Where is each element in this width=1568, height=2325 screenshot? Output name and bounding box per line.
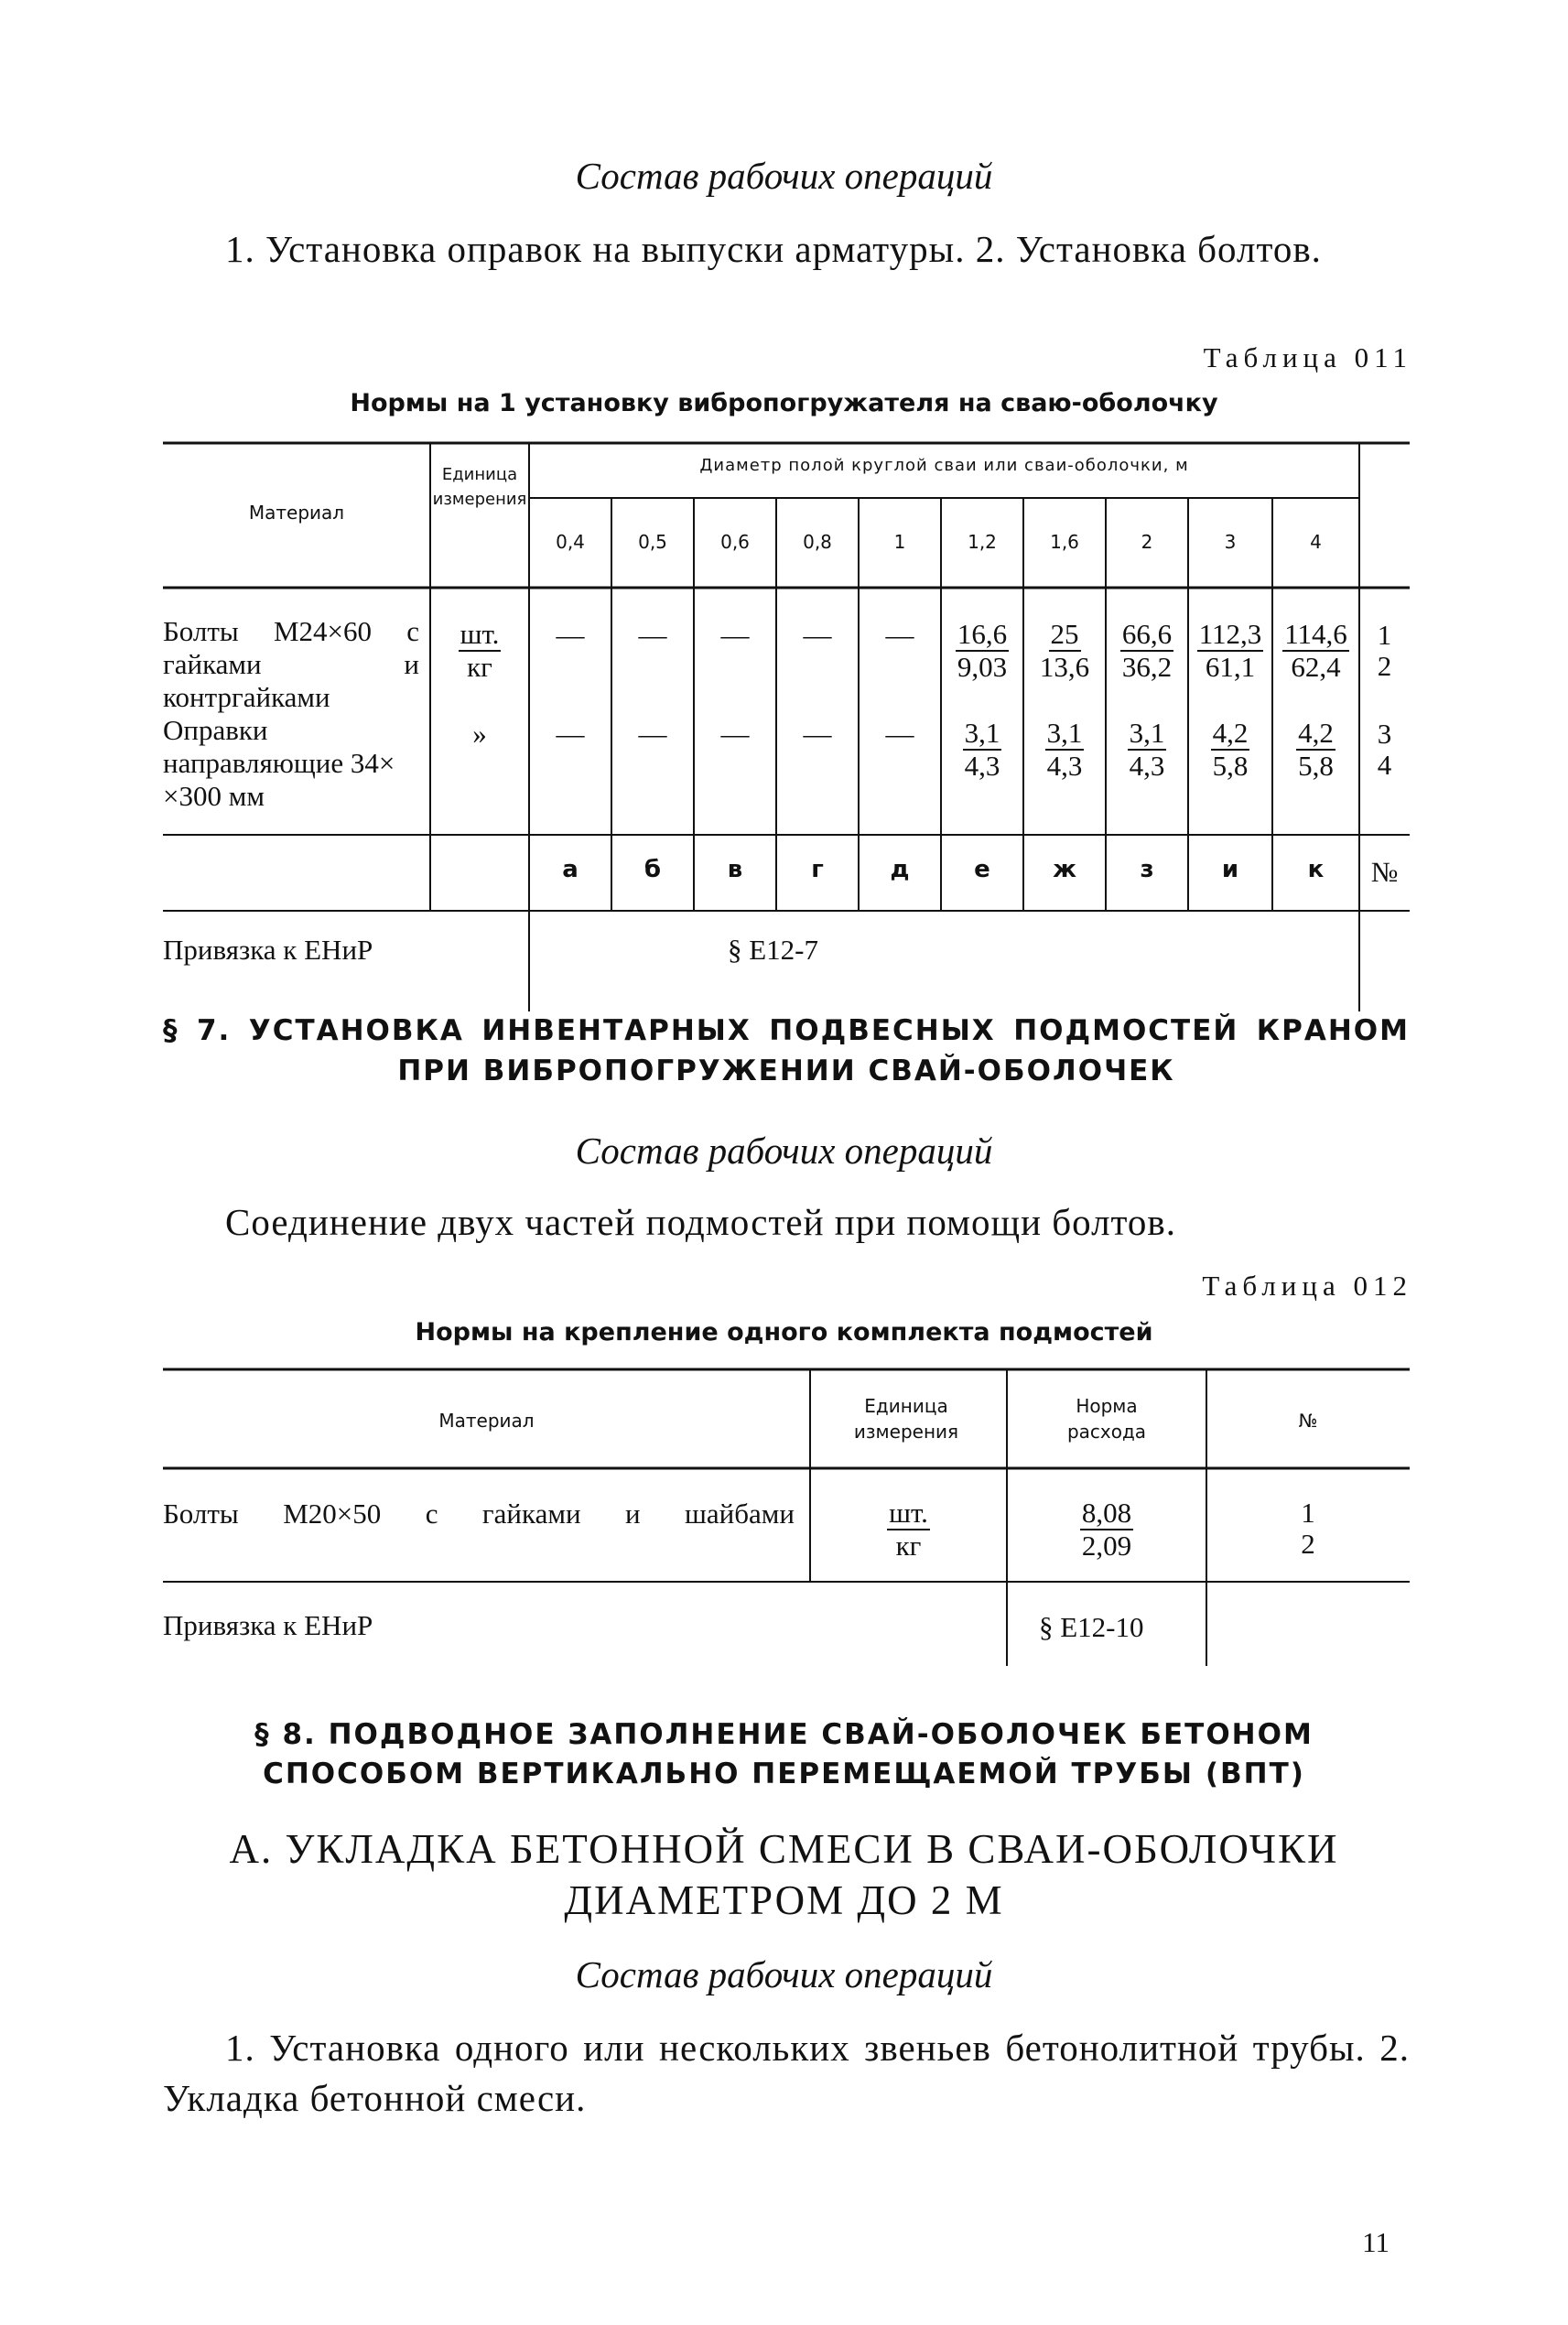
- table-012-link-label: Привязка к ЕНиР: [163, 1609, 373, 1641]
- table-011-dash-r1-c3: —: [803, 619, 832, 651]
- section-8-title-line2: СПОСОБОМ ВЕРТИКАЛЬНО ПЕРЕМЕЩАЕМОЙ ТРУБЫ (ВПТ): [263, 1757, 1305, 1790]
- table-011-link-value: § Е12-7: [728, 934, 819, 966]
- table-011-value-r2-c7: $\frac{3,1}{4,3}$: [1129, 717, 1165, 782]
- table-012-row-numbers: 1 2: [1301, 1497, 1315, 1560]
- operations-heading-2: Состав рабочих операций: [575, 1130, 993, 1172]
- subsection-a-title-line2: ДИАМЕТРОМ ДО 2 М: [564, 1877, 1004, 1923]
- table-011-dash-r2-c0: —: [556, 718, 585, 750]
- operations-paragraph-3: 1. Установка одного или нескольких звеньев бетонолитной трубы. 2. Укладка бетонной смеси.: [163, 2027, 1410, 2119]
- table-011-row2-unit: »: [472, 718, 487, 750]
- page-number: 11: [1362, 2226, 1390, 2258]
- table-011-diameter-6: 1,6: [1050, 531, 1079, 553]
- table-011-letter-0: а: [562, 856, 579, 883]
- table-012-col-material: Материал: [438, 1410, 535, 1432]
- table-012-caption: Нормы на крепление одного комплекта подмостей: [415, 1318, 1153, 1346]
- table-012-row-name: Болты М20×50 с гайками и шайбами: [163, 1498, 795, 1530]
- table-011-value-r2-c5: $\frac{3,1}{4,3}$: [964, 717, 1000, 782]
- table-011-dash-r1-c2: —: [720, 619, 750, 651]
- table-011-letter-3: г: [811, 856, 824, 883]
- table-011-dash-r1-c1: —: [638, 619, 667, 651]
- table-011-diameter-3: 0,8: [803, 531, 832, 553]
- table-012-unit: шт. кг: [889, 1497, 928, 1562]
- table-011-col-material: Материал: [248, 502, 345, 524]
- table-011-letter-4: д: [890, 856, 910, 883]
- table-011-diameter-1: 0,5: [638, 531, 667, 553]
- table-011-value-r1-c6: $\frac{25}{13,6}$: [1039, 618, 1090, 683]
- operations-paragraph-2: Соединение двух частей подмостей при помощи болтов.: [225, 1201, 1177, 1243]
- table-011-letter-5: е: [974, 856, 990, 883]
- table-011-diameter-2: 0,6: [720, 531, 750, 553]
- table-011-rownum-4: 4: [1377, 749, 1392, 781]
- table-011-value-r2-c6: $\frac{3,1}{4,3}$: [1046, 717, 1083, 782]
- table-011-value-r2-c8: $\frac{4,2}{5,8}$: [1212, 717, 1249, 782]
- table-012-link-value: § Е12-10: [1039, 1611, 1144, 1643]
- table-012-col-norm: Норма расхода: [1066, 1395, 1147, 1443]
- table-011-diameter-4: 1: [893, 531, 906, 553]
- table-012-col-unit: Единица измерения: [853, 1395, 959, 1443]
- operations-heading-3: Состав рабочих операций: [575, 1953, 993, 1995]
- table-011-letter-6: ж: [1053, 856, 1076, 883]
- table-011-diameter-9: 4: [1310, 531, 1322, 553]
- table-011-dash-r1-c4: —: [885, 619, 914, 651]
- table-011-col-unit: Единица измерения: [432, 465, 527, 509]
- subsection-a-title-line1: А. УКЛАДКА БЕТОННОЙ СМЕСИ В СВАИ-ОБОЛОЧКИ: [229, 1826, 1339, 1872]
- table-011-row1-name: Болты М24×60 с гайками и контргайками: [163, 615, 419, 713]
- table-011-diameter-5: 1,2: [968, 531, 997, 553]
- table-011-link-label: Привязка к ЕНиР: [163, 934, 373, 966]
- table-011-diameter-0: 0,4: [556, 531, 585, 553]
- table-011-letter-9: к: [1307, 856, 1325, 883]
- table-012-number: Таблица 012: [1202, 1270, 1412, 1302]
- table-011-col-diameter: Диаметр полой круглой сваи или сваи-оболочки, м: [699, 456, 1189, 475]
- table-011-rownum-2: 2: [1377, 650, 1392, 682]
- table-011-letter-7: з: [1140, 856, 1154, 883]
- table-011-value-r1-c5: $\frac{16,6}{9,03}$: [957, 618, 1008, 683]
- table-011-letter-1: б: [643, 856, 662, 883]
- section-7-title-line1: § 7. УСТАНОВКА ИНВЕНТАРНЫХ ПОДВЕСНЫХ ПОДМОСТЕЙ КРАНОМ: [163, 1014, 1410, 1047]
- operations-heading-1: Состав рабочих операций: [575, 155, 993, 197]
- table-011-value-r1-c9: $\frac{114,6}{62,4}$: [1284, 618, 1347, 683]
- table-011-no-header: №: [1370, 856, 1399, 888]
- table-011-dash-r2-c3: —: [803, 718, 832, 750]
- table-011-row1-unit: шт. кг: [460, 618, 500, 683]
- table-011-rownum-3: 3: [1377, 718, 1392, 750]
- table-011-rownum-1: 1: [1377, 619, 1392, 651]
- table-011-dash-r2-c2: —: [720, 718, 750, 750]
- table-011-letter-2: в: [727, 856, 743, 883]
- table-011-letter-8: и: [1221, 856, 1239, 883]
- table-012-norm: $\frac{8,08}{2,09}$: [1081, 1497, 1132, 1562]
- table-011-value-r2-c9: $\frac{4,2}{5,8}$: [1298, 717, 1334, 782]
- operations-paragraph-1: 1. Установка оправок на выпуски арматуры. 2. Установка болтов.: [225, 228, 1322, 270]
- section-8-title-line1: § 8. ПОДВОДНОЕ ЗАПОЛНЕНИЕ СВАЙ-ОБОЛОЧЕК БЕТОНОМ: [254, 1718, 1314, 1751]
- table-011-number: Таблица 011: [1203, 341, 1412, 373]
- table-011-diameter-7: 2: [1141, 531, 1153, 553]
- table-011-value-r1-c7: $\frac{66,6}{36,2}$: [1121, 618, 1173, 683]
- table-012-col-no: №: [1298, 1410, 1318, 1432]
- table-011-dash-r2-c1: —: [638, 718, 667, 750]
- table-011-dash-r2-c4: —: [885, 718, 914, 750]
- table-011-value-r1-c8: $\frac{112,3}{61,1}$: [1198, 618, 1262, 683]
- table-011-diameter-8: 3: [1224, 531, 1237, 553]
- table-011-dash-r1-c0: —: [556, 619, 585, 651]
- table-011-row2-name: Оправки направляющие 34× ×300 мм: [163, 714, 395, 812]
- table-011-caption: Нормы на 1 установку вибропогружателя на сваю-оболочку: [350, 389, 1218, 417]
- section-7-title-line2: ПРИ ВИБРОПОГРУЖЕНИИ СВАЙ-ОБОЛОЧЕК: [397, 1054, 1175, 1087]
